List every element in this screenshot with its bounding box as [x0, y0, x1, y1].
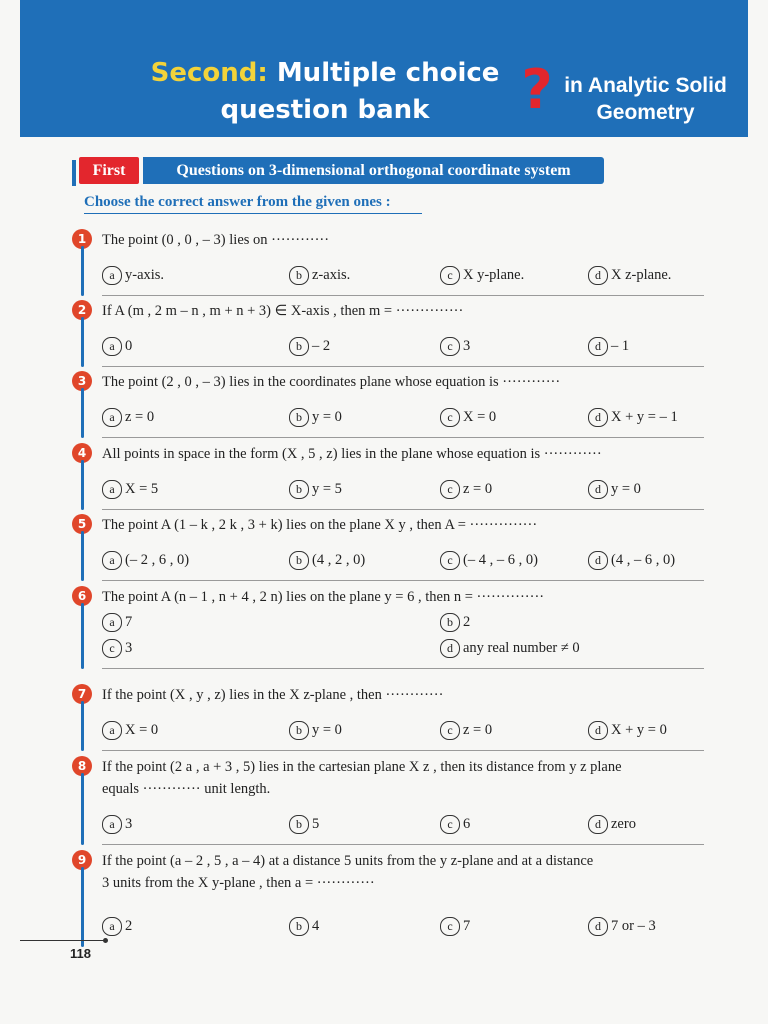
question-divider: [102, 580, 704, 581]
question-number: 2: [72, 300, 92, 320]
option-a[interactable]: [102, 720, 158, 740]
question-number: 4: [72, 443, 92, 463]
option-text: 2: [463, 614, 471, 630]
question-text: [102, 684, 702, 706]
option-text: 3: [463, 338, 471, 354]
question-line-2: 3 units from the X y-plane , then a = ············: [102, 875, 375, 891]
option-b[interactable]: [289, 720, 342, 740]
question-divider: [102, 844, 704, 845]
question-text: [102, 756, 702, 800]
option-text: – 1: [611, 338, 630, 354]
option-label: d: [588, 266, 608, 285]
option-d[interactable]: [588, 550, 675, 570]
question-line: If the point (a – 2 , 5 , a – 4) at a distance 5 units from the y z-plane and at a distance: [102, 853, 594, 869]
instruction: Choose the correct answer from the given ones :: [84, 194, 391, 210]
option-text: 7: [125, 614, 133, 630]
question-bar: [81, 246, 84, 296]
question-text: [102, 443, 702, 465]
option-label: b: [289, 480, 309, 499]
footer-rule: [20, 940, 106, 941]
option-text: 0: [125, 338, 133, 354]
option-label: c: [440, 337, 460, 356]
option-label: b: [440, 613, 460, 632]
question-number: 6: [72, 586, 92, 606]
option-label: c: [102, 639, 122, 658]
option-label: c: [440, 408, 460, 427]
question-divider: [102, 750, 704, 751]
option-label: b: [289, 917, 309, 936]
option-d[interactable]: [588, 336, 629, 356]
option-c[interactable]: [440, 814, 470, 834]
question-text: [102, 300, 702, 322]
question-line: The point (0 , 0 , – 3) lies on ············: [102, 232, 330, 248]
option-text: (– 4 , – 6 , 0): [463, 552, 538, 568]
question-number: 1: [72, 229, 92, 249]
option-c[interactable]: [440, 479, 492, 499]
header-banner: [20, 0, 748, 137]
page-number: 118: [70, 946, 91, 961]
option-label: c: [440, 721, 460, 740]
option-label: a: [102, 613, 122, 632]
option-text: 7 or – 3: [611, 918, 656, 934]
option-text: X = 0: [463, 409, 497, 425]
question-bar: [81, 317, 84, 367]
option-b[interactable]: [289, 336, 330, 356]
option-label: d: [588, 815, 608, 834]
question-divider: [102, 668, 704, 669]
option-text: y = 0: [312, 722, 342, 738]
option-text: 3: [125, 816, 133, 832]
option-b[interactable]: [289, 814, 319, 834]
option-text: X z-plane.: [611, 267, 672, 283]
option-d[interactable]: [588, 814, 636, 834]
option-text: 6: [463, 816, 471, 832]
option-label: a: [102, 337, 122, 356]
option-text: zero: [611, 816, 636, 832]
question-number: 9: [72, 850, 92, 870]
footer-dot: [103, 938, 108, 943]
title-rest: Multiple choice: [276, 58, 500, 88]
option-b[interactable]: [289, 407, 342, 427]
option-text: (4 , 2 , 0): [312, 552, 366, 568]
question-bar: [81, 603, 84, 669]
question-bar: [81, 701, 84, 751]
option-c[interactable]: [440, 407, 496, 427]
option-label: b: [289, 266, 309, 285]
section-marker: [72, 160, 76, 186]
option-label: b: [289, 815, 309, 834]
question-text: [102, 229, 702, 251]
option-text: 5: [312, 816, 320, 832]
option-text: y = 0: [312, 409, 342, 425]
option-c[interactable]: [440, 336, 470, 356]
title-highlight: Second:: [150, 58, 268, 88]
subtitle-line2: Geometry: [596, 101, 695, 124]
section-title: Questions on 3-dimensional orthogonal coordinate system: [143, 157, 604, 184]
question-text: [102, 586, 702, 608]
option-label: d: [588, 480, 608, 499]
title-line2: question bank: [220, 95, 430, 125]
option-text: y-axis.: [125, 267, 165, 283]
option-c[interactable]: [440, 550, 538, 570]
option-label: d: [588, 337, 608, 356]
option-b[interactable]: [289, 479, 342, 499]
question-text: [102, 371, 702, 393]
option-text: y = 5: [312, 481, 342, 497]
option-d[interactable]: [588, 407, 678, 427]
option-a[interactable]: [102, 550, 189, 570]
option-a[interactable]: [102, 407, 154, 427]
option-text: y = 0: [611, 481, 641, 497]
option-text: 4: [312, 918, 320, 934]
question-text: [102, 850, 702, 894]
option-label: d: [588, 551, 608, 570]
option-label: a: [102, 917, 122, 936]
option-label: a: [102, 721, 122, 740]
question-bar: [81, 388, 84, 438]
option-label: b: [289, 721, 309, 740]
option-b[interactable]: [289, 550, 365, 570]
question-text: [102, 514, 702, 536]
option-label: d: [440, 639, 460, 658]
question-line: The point (2 , 0 , – 3) lies in the coordinates plane whose equation is ············: [102, 374, 561, 390]
question-number: 7: [72, 684, 92, 704]
option-label: d: [588, 917, 608, 936]
option-d[interactable]: [588, 265, 671, 285]
option-text: X + y = – 1: [611, 409, 678, 425]
option-text: X = 0: [125, 722, 159, 738]
option-label: a: [102, 815, 122, 834]
question-number: 5: [72, 514, 92, 534]
option-text: 3: [125, 640, 133, 656]
instruction-underline: [84, 213, 422, 214]
option-label: b: [289, 551, 309, 570]
option-a[interactable]: [102, 814, 132, 834]
option-text: X + y = 0: [611, 722, 667, 738]
question-bar: [81, 531, 84, 581]
option-text: 2: [125, 918, 133, 934]
option-a[interactable]: [102, 916, 132, 936]
option-label: d: [588, 408, 608, 427]
question-bar: [81, 460, 84, 510]
option-text: 7: [463, 918, 471, 934]
option-label: c: [440, 917, 460, 936]
option-text: z = 0: [125, 409, 155, 425]
section-label: First: [79, 157, 139, 184]
option-text: any real number ≠ 0: [463, 640, 580, 656]
question-bar: [81, 867, 84, 947]
question-line: If the point (2 a , a + 3 , 5) lies in the cartesian plane X z , then its distance from y z plane: [102, 759, 622, 775]
option-text: X y-plane.: [463, 267, 525, 283]
option-label: c: [440, 266, 460, 285]
question-bar: [81, 773, 84, 845]
question-divider: [102, 437, 704, 438]
option-label: a: [102, 480, 122, 499]
question-line: If the point (X , y , z) lies in the X z-plane , then ············: [102, 687, 444, 703]
subtitle-line1: in Analytic Solid: [564, 74, 727, 97]
option-text: z = 0: [463, 481, 493, 497]
option-text: X = 5: [125, 481, 159, 497]
option-label: d: [588, 721, 608, 740]
option-a[interactable]: [102, 612, 132, 632]
option-b[interactable]: [289, 265, 350, 285]
question-mark-icon: ?: [521, 58, 553, 121]
question-line: The point A (n – 1 , n + 4 , 2 n) lies on the plane y = 6 , then n = ··············: [102, 589, 545, 605]
question-divider: [102, 509, 704, 510]
option-label: c: [440, 551, 460, 570]
option-d[interactable]: [588, 916, 656, 936]
option-text: (4 , – 6 , 0): [611, 552, 676, 568]
option-label: a: [102, 551, 122, 570]
option-c[interactable]: [102, 638, 132, 658]
option-d[interactable]: [440, 638, 580, 658]
question-line: All points in space in the form (X , 5 , z) lies in the plane whose equation is ············: [102, 446, 602, 462]
option-label: b: [289, 408, 309, 427]
question-line: The point A (1 – k , 2 k , 3 + k) lies on the plane X y , then A = ··············: [102, 517, 538, 533]
option-c[interactable]: [440, 265, 524, 285]
question-divider: [102, 295, 704, 296]
page-title: [115, 55, 535, 129]
option-d[interactable]: [588, 479, 641, 499]
option-label: b: [289, 337, 309, 356]
option-c[interactable]: [440, 720, 492, 740]
option-b[interactable]: [289, 916, 319, 936]
option-label: c: [440, 815, 460, 834]
option-b[interactable]: [440, 612, 470, 632]
option-text: z-axis.: [312, 267, 351, 283]
question-line-2: equals ············ unit length.: [102, 781, 271, 797]
option-text: z = 0: [463, 722, 493, 738]
question-number: 3: [72, 371, 92, 391]
option-d[interactable]: [588, 720, 667, 740]
option-a[interactable]: [102, 265, 164, 285]
subtitle: [558, 72, 733, 126]
option-text: – 2: [312, 338, 331, 354]
option-a[interactable]: [102, 336, 132, 356]
option-label: a: [102, 408, 122, 427]
option-a[interactable]: [102, 479, 158, 499]
option-label: c: [440, 480, 460, 499]
option-label: a: [102, 266, 122, 285]
question-divider: [102, 366, 704, 367]
question-number: 8: [72, 756, 92, 776]
option-text: (– 2 , 6 , 0): [125, 552, 190, 568]
option-c[interactable]: [440, 916, 470, 936]
question-line: If A (m , 2 m – n , m + n + 3) ∈ X-axis , then m = ··············: [102, 303, 464, 319]
